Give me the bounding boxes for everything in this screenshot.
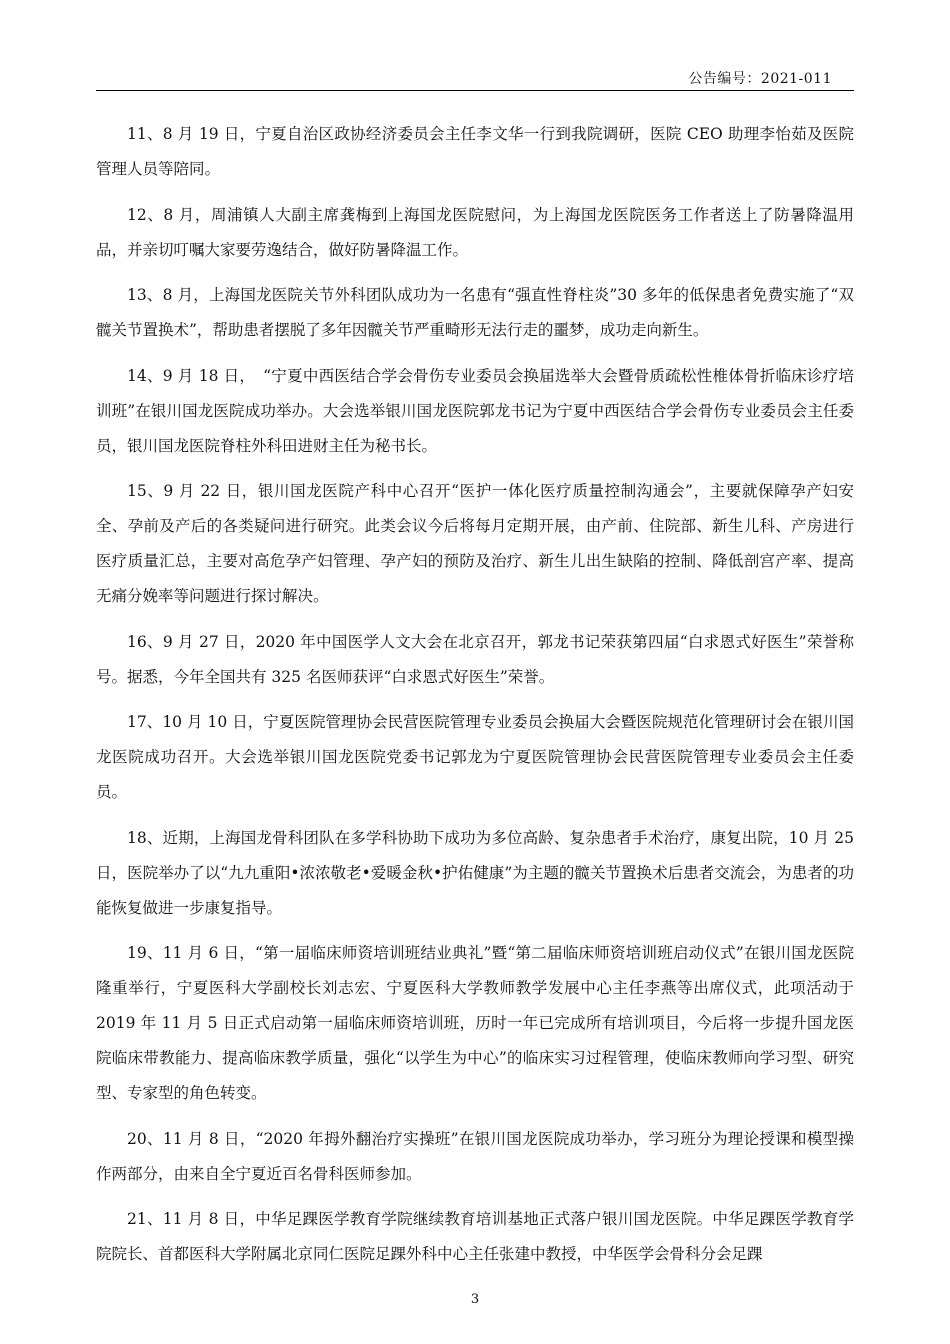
header-divider: [96, 90, 854, 91]
announcement-number: 公告编号：2021-011: [688, 71, 832, 87]
paragraph-item-11: 11、8 月 19 日，宁夏自治区政协经济委员会主任李文华一行到我院调研，医院 CEO 助理李怡茹及医院管理人员等陪同。: [96, 125, 854, 178]
paragraph-item-14: 14、9 月 18 日， “宁夏中西医结合学会骨伤专业委员会换届选举大会暨骨质疏松性椎体骨折临床诊疗培训班”在银川国龙医院成功举办。大会选举银川国龙医院郭龙书记为宁夏中西医结合学会骨伤专业委员会主任委员，银川国龙医院脊柱外科田进财主任为秘书长。: [96, 366, 854, 455]
paragraph-item-17: 17、10 月 10 日，宁夏医院管理协会民营医院管理专业委员会换届大会暨医院规范化管理研讨会在银川国龙医院成功召开。大会选举银川国龙医院党委书记郭龙为宁夏医院管理协会民营医院管理专业委员会主任委员。: [96, 713, 854, 801]
paragraph-item-12: 12、8 月，周浦镇人大副主席龚梅到上海国龙医院慰问，为上海国龙医院医务工作者送上了防暑降温用品，并亲切叮嘱大家要劳逸结合，做好防暑降温工作。: [96, 205, 854, 259]
paragraph-item-19: 19、11 月 6 日，“第一届临床师资培训班结业典礼”暨“第二届临床师资培训班启动仪式”在银川国龙医院隆重举行，宁夏医科大学副校长刘志宏、宁夏医科大学教师教学发展中心主任李燕等出席仪式，此项活动于 2019 年 11 月 5 日正式启动第一届临床师资培训班，历时一年已完成所有培训项目，今后将一步提升国龙医院临床带教能力、提高临床教学质量，强化“以学生为中心”的临床实习过程管理，使临床教师向学习型、研究型、专家型的角色转变。: [96, 944, 854, 1102]
paragraph-item-15: 15、9 月 22 日，银川国龙医院产科中心召开“医护一体化医疗质量控制沟通会”，主要就保障孕产妇安全、孕前及产后的各类疑问进行研究。此类会议今后将每月定期开展，由产前、住院部、新生儿科、产房进行医疗质量汇总，主要对高危孕产妇管理、孕产妇的预防及治疗、新生儿出生缺陷的控制、降低剖宫产率、提高无痛分娩率等问题进行探讨解决。: [96, 482, 854, 605]
paragraph-item-21: 21、11 月 8 日，中华足踝医学教育学院继续教育培训基地正式落户银川国龙医院。中华足踝医学教育学院院长、首都医科大学附属北京同仁医院足踝外科中心主任张建中教授，中华医学会骨科分会足踝: [96, 1210, 854, 1263]
paragraph-item-13: 13、8 月，上海国龙医院关节外科团队成功为一名患有“强直性脊柱炎”30 多年的低保患者免费实施了“双髋关节置换术”，帮助患者摆脱了多年因髋关节严重畸形无法行走的噩梦，成功走向新生。: [96, 286, 854, 339]
page-number: 3: [470, 1292, 480, 1307]
paragraph-item-18: 18、近期，上海国龙骨科团队在多学科协助下成功为多位高龄、复杂患者手术治疗，康复出院，10 月 25 日，医院举办了以“九九重阳•浓浓敬老•爱暖金秋•护佑健康”为主题的髋关节置换术后患者交流会，为患者的功能恢复做进一步康复指导。: [96, 828, 854, 917]
document-body: [96, 117, 854, 1283]
paragraph-item-16: 16、9 月 27 日，2020 年中国医学人文大会在北京召开，郭龙书记荣获第四届“白求恩式好医生”荣誉称号。据悉，今年全国共有 325 名医师获评“白求恩式好医生”荣誉。: [96, 632, 854, 686]
paragraph-item-20: 20、11 月 8 日，“2020 年拇外翻治疗实操班”在银川国龙医院成功举办，学习班分为理论授课和模型操作两部分，由来自全宁夏近百名骨科医师参加。: [96, 1129, 854, 1183]
